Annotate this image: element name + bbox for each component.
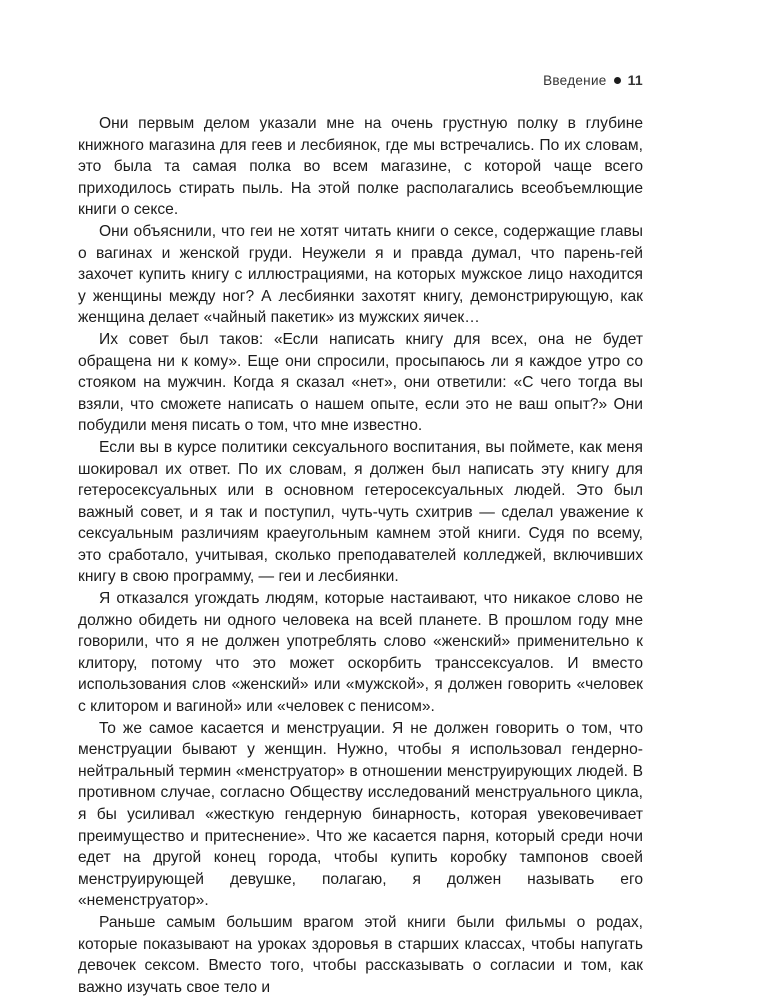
body-text	[78, 113, 643, 998]
paragraph: Они первым делом указали мне на очень грустную полку в глубине книжного магазина для геев и лесбиянок, где мы встречались. По их словам, это была та самая полка во всем магазине, с которой чаще всего приходилось стирать пыль. На этой полке располагались всеобъемлющие книги о сексе.	[78, 115, 643, 219]
section-title: Введение	[543, 72, 607, 88]
paragraph: Их совет был таков: «Если написать книгу для всех, она не будет обращена ни к кому». Еще они спросили, просыпаюсь ли я каждое утро со стояком на мужчин. Когда я сказал «нет», они ответили: «С чего тогда вы взяли, что сможете написать о нашем опыте, если это не ваш опыт?» Они побудили меня писать о том, что мне известно.	[78, 330, 643, 435]
paragraph: То же самое касается и менструации. Я не должен говорить о том, что менструации бывают у женщин. Нужно, чтобы я использовал гендерно-нейтральный термин «менструатор» в отношении менструирующих людей. В противном случае, согласно Обществу исследований менструального цикла, я бы усиливал «жесткую гендерную бинарность, которая увековечивает преимущество и притеснение». Что же касается парня, который среди ночи едет на другой конец города, чтобы купить коробку тампонов своей менструирующей девушке, полагаю, я должен называть его «неменструатор».	[78, 719, 643, 910]
running-head	[543, 72, 643, 88]
paragraph: Они объяснили, что геи не хотят читать книги о сексе, содержащие главы о вагинах и женской груди. Неужели я и правда думал, что парень-гей захочет купить книгу с иллюстрациями, на которых мужское лицо находится у женщины между ног? А лесбиянки захотят книгу, демонстрирующую, как женщина делает «чайный пакетик» из мужских яичек…	[78, 222, 643, 327]
paragraph: Если вы в курсе политики сексуального воспитания, вы поймете, как меня шокировал их ответ. По их словам, я должен был написать эту книгу для гетеросексуальных или в основном гетеросексуальных людей. Это был важный совет, и я так и поступил, чуть-чуть схитрив — сделал уважение к сексуальным различиям краеугольным камнем этой книги. Судя по всему, это сработало, учитывая, сколько преподавателей колледжей, включивших книгу в свою программу, — геи и лесбиянки.	[78, 438, 643, 586]
paragraph: Раньше самым большим врагом этой книги были фильмы о родах, которые показывают на уроках здоровья в старших классах, чтобы напугать девочек сексом. Вместо того, чтобы рассказывать о согласии и том, как важно изучать свое тело и	[78, 913, 643, 996]
paragraph: Я отказался угождать людям, которые настаивают, что никакое слово не должно обидеть ни одного человека на всей планете. В прошлом году мне говорили, что я не должен употреблять слово «женский» применительно к клитору, потому что это может оскорбить транссексуалов. И вместо использования слов «женский» или «мужской», я должен говорить «человек с клитором и вагиной» или «человек с пенисом».	[78, 590, 643, 716]
page-number: 11	[627, 72, 643, 88]
book-page	[78, 0, 643, 1000]
bullet-separator	[614, 77, 621, 84]
